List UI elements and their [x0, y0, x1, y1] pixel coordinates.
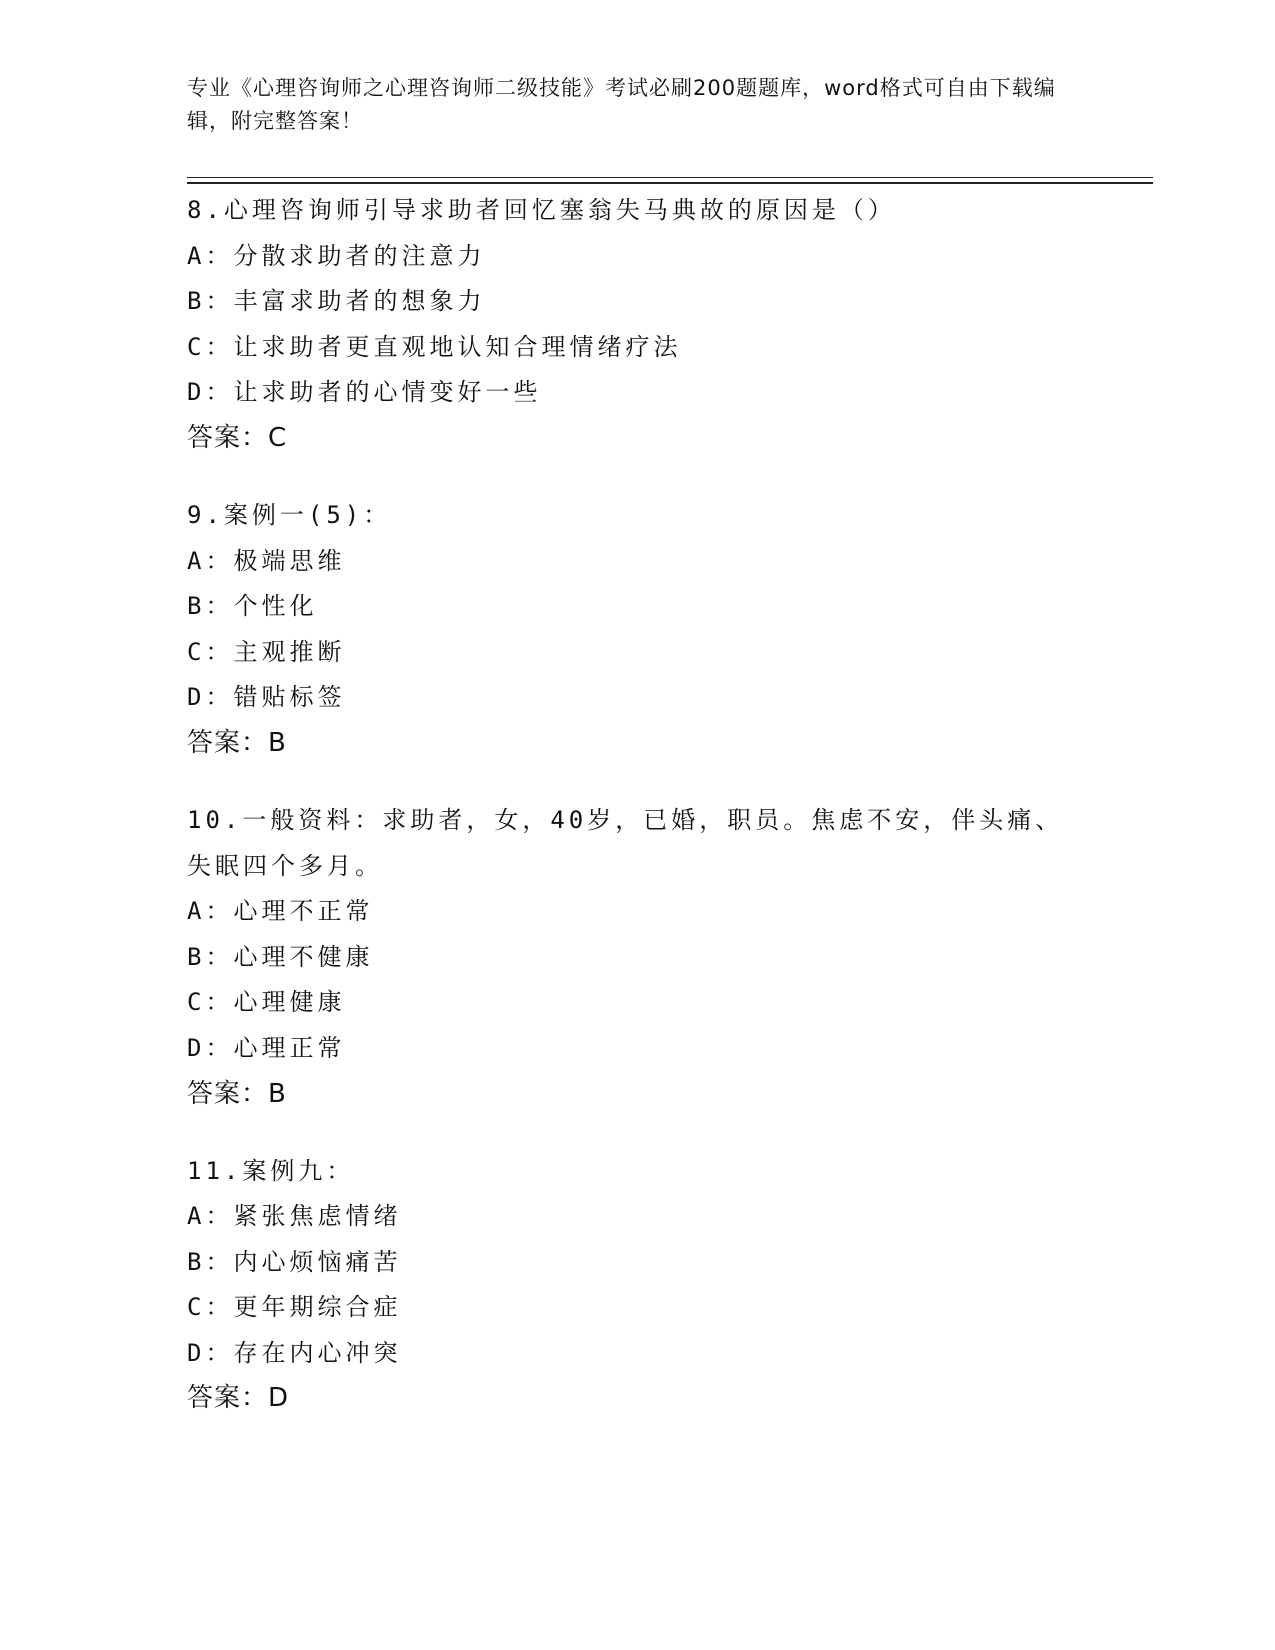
- option-b: B：内心烦恼痛苦: [187, 1247, 402, 1276]
- question-8: [187, 188, 1147, 461]
- option-d: D：错贴标签: [187, 683, 346, 712]
- option-c: C：主观推断: [187, 637, 346, 666]
- question-stem: 9.案例一(5)：: [187, 500, 392, 529]
- header-divider-thick: [187, 182, 1153, 184]
- document-header: 专业《心理咨询师之心理咨询师二级技能》考试必刷200题题库，word格式可自由下载编辑，附完整答案！: [187, 76, 1056, 133]
- question-list: [187, 188, 1147, 1453]
- option-b: B：个性化: [187, 592, 318, 621]
- option-a: A：紧张焦虑情绪: [187, 1202, 402, 1231]
- question-stem: 11.案例九：: [187, 1156, 355, 1185]
- option-c: C：让求助者更直观地认知合理情绪疗法: [187, 332, 682, 361]
- option-d: D：心理正常: [187, 1033, 346, 1062]
- option-c: C：更年期综合症: [187, 1293, 402, 1322]
- answer: 答案：D: [187, 1383, 290, 1414]
- option-c: C：心理健康: [187, 988, 346, 1017]
- option-b: B：心理不健康: [187, 942, 374, 971]
- question-9: [187, 493, 1147, 766]
- answer: 答案：B: [187, 1078, 287, 1109]
- option-a: A：分散求助者的注意力: [187, 241, 486, 270]
- answer: 答案：C: [187, 422, 288, 453]
- question-10: [187, 798, 1147, 1117]
- option-a: A：心理不正常: [187, 897, 374, 926]
- option-b: B：丰富求助者的想象力: [187, 287, 486, 316]
- header-divider-thin: [187, 177, 1153, 178]
- answer: 答案：B: [187, 727, 287, 758]
- option-a: A：极端思维: [187, 546, 346, 575]
- question-stem: 10.一般资料：求助者，女，40岁，已婚，职员。焦虑不安，伴头痛、失眠四个多月。: [187, 805, 1064, 880]
- option-d: D：让求助者的心情变好一些: [187, 378, 542, 407]
- question-stem: 8.心理咨询师引导求助者回忆塞翁失马典故的原因是（）: [187, 196, 896, 224]
- option-d: D：存在内心冲突: [187, 1338, 402, 1367]
- question-11: [187, 1149, 1147, 1422]
